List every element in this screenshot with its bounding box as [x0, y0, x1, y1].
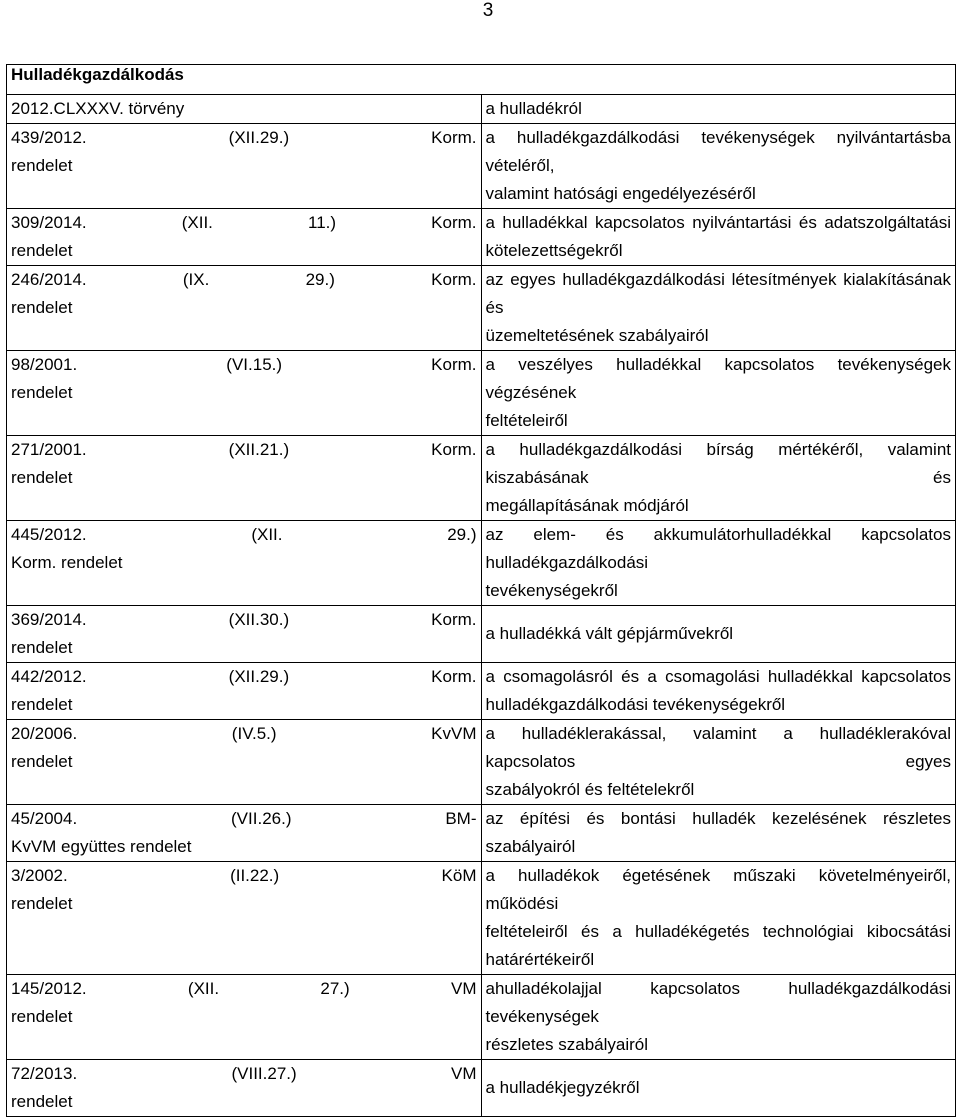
- regulation-reference-line: KvVM együttes rendelet: [11, 837, 192, 856]
- regulation-description-line: az elem- és akkumulátorhulladékkal kapcsolatos hulladékgazdálkodási: [485, 525, 951, 572]
- table-row: [7, 95, 956, 124]
- regulation-reference: [7, 351, 482, 436]
- regulation-description: [481, 1060, 956, 1117]
- table-row: [7, 663, 956, 720]
- regulation-description-line: a hulladékok égetésének műszaki követelményeiről, működési: [485, 866, 951, 913]
- regulation-reference-line: 439/2012. (XII.29.) Korm.: [11, 128, 477, 147]
- regulation-reference-line: rendelet: [11, 752, 73, 771]
- table-row: [7, 1060, 956, 1117]
- regulation-description: [481, 124, 956, 209]
- section-heading-row: [7, 65, 956, 95]
- regulation-reference-line: 246/2014. (IX. 29.) Korm.: [11, 270, 477, 289]
- table-row: [7, 266, 956, 351]
- regulation-description: [481, 521, 956, 606]
- regulation-description-line: a hulladékgazdálkodási tevékenységek nyilvántartásba vételéről,: [485, 128, 951, 175]
- regulation-description: [481, 209, 956, 266]
- regulation-description: [481, 975, 956, 1060]
- table-row: [7, 436, 956, 521]
- section-title: Hulladékgazdálkodás: [7, 65, 956, 95]
- regulation-reference-line: 445/2012. (XII. 29.): [11, 525, 477, 544]
- regulation-description-line: kötelezettségekről: [485, 241, 623, 260]
- regulation-description-line: feltételeiről és a hulladékégetés technológiai kibocsátási határértékeiről: [485, 922, 951, 969]
- table-row: [7, 720, 956, 805]
- regulation-description-line: feltételeiről: [485, 411, 568, 430]
- regulation-description: [481, 862, 956, 975]
- regulation-reference: [7, 1060, 482, 1117]
- regulation-reference: [7, 862, 482, 975]
- regulations-table: [6, 64, 956, 1117]
- regulation-reference-line: 45/2004. (VII.26.) BM-: [11, 809, 477, 828]
- regulation-description: [481, 606, 956, 663]
- regulation-description-line: valamint hatósági engedélyezéséről: [485, 184, 756, 203]
- regulation-reference-line: rendelet: [11, 894, 73, 913]
- regulation-description-line: az egyes hulladékgazdálkodási létesítmények kialakításának és: [485, 270, 951, 317]
- regulation-description: [481, 95, 956, 124]
- regulation-reference-line: rendelet: [11, 241, 73, 260]
- regulation-description-line: a hulladékról: [485, 99, 582, 118]
- table-row: [7, 351, 956, 436]
- regulation-description: [481, 720, 956, 805]
- regulation-reference-line: Korm. rendelet: [11, 553, 123, 572]
- regulation-description-line: a hulladékgazdálkodási bírság mértékéről, valamint kiszabásának és: [485, 440, 951, 487]
- regulation-reference-line: 442/2012. (XII.29.) Korm.: [11, 667, 477, 686]
- regulation-description: [481, 436, 956, 521]
- regulation-reference-line: rendelet: [11, 695, 73, 714]
- regulation-description-line: üzemeltetésének szabályairól: [485, 326, 709, 345]
- table-row: [7, 862, 956, 975]
- regulation-reference-line: 309/2014. (XII. 11.) Korm.: [11, 213, 477, 232]
- regulation-reference: [7, 975, 482, 1060]
- regulation-reference: [7, 720, 482, 805]
- regulation-reference-line: 72/2013. (VIII.27.) VM: [11, 1064, 477, 1083]
- regulation-description-line: hulladékgazdálkodási tevékenységekről: [485, 695, 786, 714]
- regulation-reference-line: 2012.CLXXXV. törvény: [11, 99, 185, 118]
- regulation-description-line: részletes szabályairól: [485, 1035, 649, 1054]
- regulation-description: [481, 266, 956, 351]
- regulation-reference-line: 369/2014. (XII.30.) Korm.: [11, 610, 477, 629]
- regulation-reference-line: 98/2001. (VI.15.) Korm.: [11, 355, 477, 374]
- regulation-description-line: a veszélyes hulladékkal kapcsolatos tevékenységek végzésének: [485, 355, 951, 402]
- regulation-reference: [7, 805, 482, 862]
- regulation-description-line: a hulladéklerakással, valamint a hulladéklerakóval kapcsolatos egyes: [485, 724, 951, 771]
- regulation-reference: [7, 209, 482, 266]
- regulation-reference: [7, 663, 482, 720]
- regulation-reference-line: rendelet: [11, 298, 73, 317]
- regulation-reference-line: rendelet: [11, 156, 73, 175]
- regulation-reference-line: rendelet: [11, 468, 73, 487]
- table-row: [7, 805, 956, 862]
- regulation-description-line: szabályokról és feltételekről: [485, 780, 695, 799]
- regulation-description-line: a csomagolásról és a csomagolási hulladékkal kapcsolatos: [485, 667, 951, 686]
- regulation-reference: [7, 521, 482, 606]
- regulation-reference: [7, 606, 482, 663]
- regulation-description: [481, 805, 956, 862]
- regulation-reference: [7, 266, 482, 351]
- regulation-description-line: a hulladékjegyzékről: [485, 1078, 640, 1097]
- table-row: [7, 521, 956, 606]
- regulation-description: [481, 351, 956, 436]
- regulation-description-line: a hulladékkal kapcsolatos nyilvántartási és adatszolgáltatási: [485, 213, 951, 232]
- page-number: 3: [482, 0, 494, 21]
- regulation-description-line: tevékenységekről: [485, 581, 618, 600]
- regulation-reference-line: 145/2012. (XII. 27.) VM: [11, 979, 477, 998]
- regulation-reference: [7, 436, 482, 521]
- regulation-reference-line: 3/2002. (II.22.) KöM: [11, 866, 477, 885]
- regulation-reference: [7, 124, 482, 209]
- table-row: [7, 209, 956, 266]
- regulation-reference-line: rendelet: [11, 638, 73, 657]
- regulation-description-line: az építési és bontási hulladék kezelésének részletes szabályairól: [485, 809, 951, 856]
- regulation-reference: [7, 95, 482, 124]
- regulation-description: [481, 663, 956, 720]
- regulation-reference-line: rendelet: [11, 1007, 73, 1026]
- table-row: [7, 606, 956, 663]
- regulation-reference-line: 20/2006. (IV.5.) KvVM: [11, 724, 477, 743]
- table-row: [7, 975, 956, 1060]
- regulation-reference-line: rendelet: [11, 383, 73, 402]
- regulation-reference-line: 271/2001. (XII.21.) Korm.: [11, 440, 477, 459]
- regulation-description-line: megállapításának módjáról: [485, 496, 689, 515]
- regulation-description-line: ahulladékolajjal kapcsolatos hulladékgazdálkodási tevékenységek: [485, 979, 951, 1026]
- regulation-reference-line: rendelet: [11, 1092, 73, 1111]
- regulation-description-line: a hulladékká vált gépjárművekről: [485, 624, 734, 643]
- table-row: [7, 124, 956, 209]
